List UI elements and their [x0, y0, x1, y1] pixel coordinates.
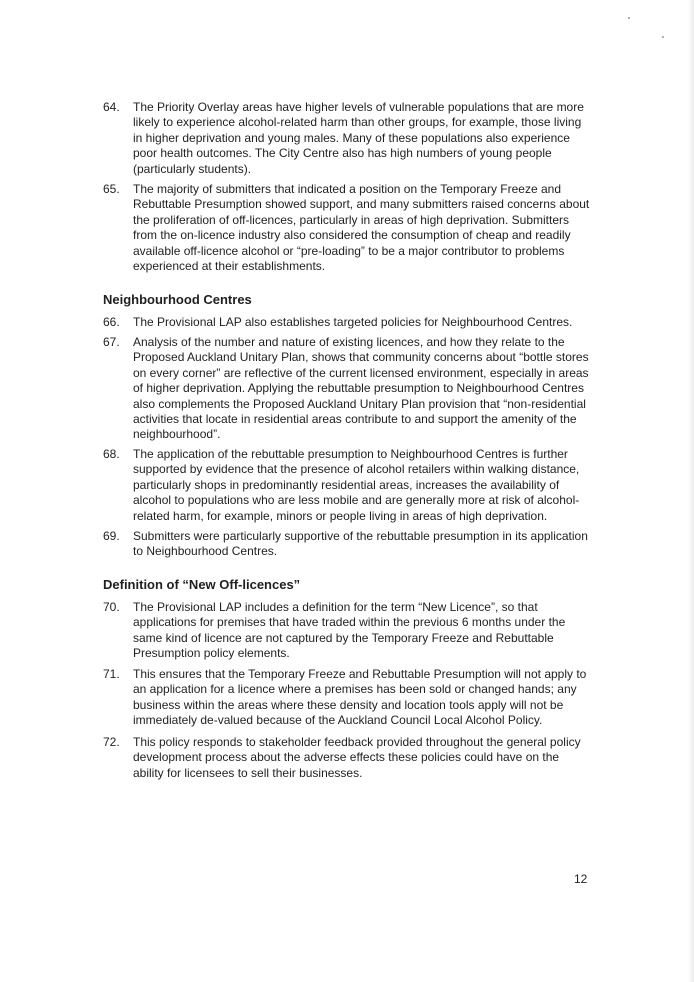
paragraph-text: This policy responds to stakeholder feedback provided throughout the general policy development process about the adverse effects these policies could have on the ability for licensees to sell their businesses. [133, 735, 581, 780]
paragraph-number: 71. [103, 667, 120, 681]
paragraph-text: This ensures that the Temporary Freeze and Rebuttable Presumption will not apply to an application for a licence where a premises has been sold or changed hands; any business within the areas where these density and location tools apply will not be immediately de-valued because of the Auckland Council Local Alcohol Policy. [133, 667, 587, 728]
paragraph-65 [103, 182, 590, 274]
paragraph-64 [103, 100, 590, 177]
paragraph-text: The Provisional LAP includes a definition for the term “New Licence”, so that applications for premises that have traded within the previous 6 months under the same kind of licence are not captured by the Temporary Freeze and Rebuttable Presumption policy elements. [133, 600, 566, 661]
paragraph-text: The Priority Overlay areas have higher levels of vulnerable populations that are more likely to experience alcohol-related harm than other groups, for example, those living in higher deprivation and young males. Many of these populations also experience poor health outcomes. The City Centre also has high numbers of young people (particularly students). [133, 100, 584, 176]
paragraph-number: 69. [103, 529, 120, 543]
scan-edge-shadow [688, 0, 694, 982]
paragraph-text: The application of the rebuttable presumption to Neighbourhood Centres is further supported by evidence that the presence of alcohol retailers within walking distance, particularly shops in predominantly residential areas, increases the availability of alcohol to populations who are less mobile and are generally more at risk of alcohol-related harm, for example, minors or people living in areas of high deprivation. [133, 447, 580, 523]
scan-speck [662, 36, 664, 38]
paragraph-text: Analysis of the number and nature of existing licences, and how they relate to the Proposed Auckland Unitary Plan, shows that community concerns about “bottle stores on every corner” are reflective of the current licensed environment, especially in areas of higher deprivation. Applying the rebuttable presumption to Neighbourhood Centres also complements the Proposed Auckland Unitary Plan provision that “non-residential activities that locate in residential areas contribute to and support the amenity of the neighbourhood”. [133, 335, 589, 442]
paragraph-number: 72. [103, 735, 120, 749]
paragraph-number: 68. [103, 447, 120, 461]
paragraph-text: Submitters were particularly supportive of the rebuttable presumption in its application to Neighbourhood Centres. [133, 529, 588, 559]
paragraph-71 [103, 667, 590, 729]
paragraph-70 [103, 600, 590, 662]
paragraph-72 [103, 735, 590, 781]
paragraph-69 [103, 529, 590, 560]
page-number: 12 [574, 872, 588, 886]
paragraph-number: 64. [103, 100, 120, 114]
paragraph-number: 70. [103, 600, 120, 614]
paragraph-text: The Provisional LAP also establishes targeted policies for Neighbourhood Centres. [133, 315, 573, 329]
paragraph-68 [103, 447, 590, 524]
paragraph-66 [103, 315, 590, 330]
paragraph-67 [103, 335, 590, 443]
paragraph-number: 66. [103, 315, 120, 329]
paragraph-number: 65. [103, 182, 120, 196]
scan-speck [628, 17, 630, 19]
paragraph-number: 67. [103, 335, 120, 349]
section-heading-neighbourhood-centres: Neighbourhood Centres [103, 292, 252, 307]
paragraph-text: The majority of submitters that indicated a position on the Temporary Freeze and Rebuttable Presumption showed support, and many submitters raised concerns about the proliferation of off-licences, particularly in areas of high deprivation. Submitters from the on-licence industry also considered the consumption of cheap and readily available off-licence alcohol or “pre-loading” to be a major contributor to problems experienced at their establishments. [133, 182, 590, 274]
section-heading-new-off-licences: Definition of “New Off-licences” [103, 577, 301, 592]
